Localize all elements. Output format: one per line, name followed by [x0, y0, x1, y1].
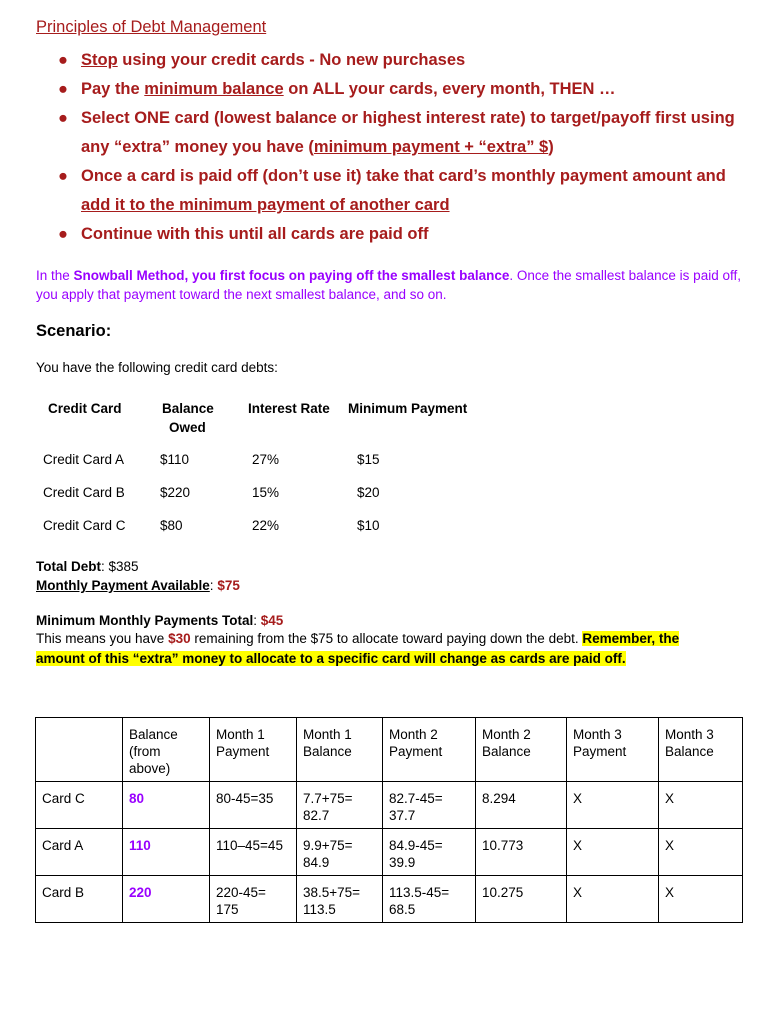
table-cell: X [567, 876, 659, 923]
table-cell: X [659, 876, 743, 923]
principles-list [58, 46, 758, 249]
min-payments-label: Minimum Monthly Payments Total [36, 613, 254, 628]
monthly-payment [36, 578, 240, 593]
remaining-text: This means you have [36, 631, 169, 646]
remaining-paragraph [36, 631, 741, 646]
table-cell: X [659, 829, 743, 876]
table-row [36, 829, 743, 876]
table-cell: X [659, 782, 743, 829]
list-item [58, 220, 758, 249]
table-cell: 22% [252, 518, 280, 533]
total-debt [36, 559, 139, 574]
snowball-text: . Once the smallest balance is paid off, you apply that payment toward the next smallest balance, and so on. [36, 268, 741, 302]
bullet-text: ) [548, 138, 554, 156]
table-cell: 220 [123, 876, 210, 923]
list-item [58, 162, 758, 220]
remaining-text: remaining from the $75 to allocate toward paying down the debt. [190, 631, 583, 646]
debts-header-rate: Interest Rate [248, 401, 330, 416]
table-cell [36, 718, 123, 782]
bullet-text: Select ONE card (lowest balance or highest interest rate) to target/payoff first using [81, 109, 735, 127]
bullet-text: any “extra” money you have ( [81, 138, 314, 156]
table-header-cell: Month 1 Balance [297, 718, 383, 782]
debts-header-card: Credit Card [48, 401, 122, 416]
bullet-text: Pay the [81, 80, 145, 98]
total-debt-value: : $385 [101, 559, 139, 574]
table-cell: 7.7+75= 82.7 [297, 782, 383, 829]
table-header-cell: Month 3 Balance [659, 718, 743, 782]
table-cell: 38.5+75= 113.5 [297, 876, 383, 923]
snowball-method-term: Snowball Method [73, 268, 185, 283]
table-cell: Credit Card A [43, 452, 125, 467]
list-item [58, 75, 758, 104]
list-item [58, 104, 758, 162]
monthly-payment-value: $75 [217, 578, 240, 593]
snowball-text: In the [36, 268, 74, 283]
table-cell: $15 [357, 452, 380, 467]
table-cell: X [567, 782, 659, 829]
table-cell: 15% [252, 485, 280, 500]
bullet-text: using your credit cards - No new purchases [117, 51, 466, 69]
table-header-cell: Month 1 Payment [210, 718, 297, 782]
table-header-cell: Month 3 Payment [567, 718, 659, 782]
table-cell: 80 [123, 782, 210, 829]
table-cell: $20 [357, 485, 380, 500]
debts-header-owed: Owed [169, 420, 206, 435]
table-cell: Credit Card C [43, 518, 126, 533]
table-row [36, 782, 743, 829]
table-header-cell: Month 2 Payment [383, 718, 476, 782]
total-debt-label: Total Debt [36, 559, 101, 574]
table-cell: 10.773 [476, 829, 567, 876]
bullet-text: Continue with this until all cards are paid off [81, 225, 429, 243]
debts-header-min: Minimum Payment [348, 401, 468, 416]
page-title: Principles of Debt Management [36, 18, 267, 36]
bullet-text: minimum balance [144, 80, 284, 98]
table-cell: X [567, 829, 659, 876]
table-cell: 220-45= 175 [210, 876, 297, 923]
table-header-row [36, 718, 743, 782]
remaining-value: $30 [168, 631, 191, 646]
table-cell: $10 [357, 518, 380, 533]
bullet-text: add it to the minimum payment of another card [81, 196, 450, 214]
table-cell: 82.7-45= 37.7 [383, 782, 476, 829]
payoff-plan-table [35, 717, 743, 923]
bullet-icon: ● [58, 167, 68, 185]
min-payments-total [36, 613, 283, 628]
table-cell: 10.275 [476, 876, 567, 923]
separator: : [209, 578, 218, 593]
table-cell: $80 [160, 518, 183, 533]
snowball-text: , you first focus on paying off the smallest balance [184, 268, 510, 283]
bullet-icon: ● [58, 109, 68, 127]
scenario-intro: You have the following credit card debts: [36, 360, 278, 375]
table-cell: $220 [160, 485, 191, 500]
table-header-cell: Balance (from above) [123, 718, 210, 782]
bullet-icon: ● [58, 80, 68, 98]
table-cell: Card C [36, 782, 123, 829]
snowball-paragraph [36, 266, 741, 304]
table-cell: 27% [252, 452, 280, 467]
remember-line [36, 651, 626, 666]
table-cell: 110 [123, 829, 210, 876]
bullet-text: minimum payment + “extra” $ [313, 138, 549, 156]
table-row [36, 876, 743, 923]
table-cell: 113.5-45= 68.5 [383, 876, 476, 923]
table-cell: $110 [160, 452, 190, 467]
table-cell: 84.9-45= 39.9 [383, 829, 476, 876]
bullet-icon: ● [58, 51, 68, 69]
table-header-cell: Month 2 Balance [476, 718, 567, 782]
table-cell: Card B [36, 876, 123, 923]
table-cell: Credit Card B [43, 485, 125, 500]
bullet-text: Once a card is paid off (don’t use it) take that card’s monthly payment amount and [81, 167, 726, 185]
bullet-text: on ALL your cards, every month, THEN … [283, 80, 616, 98]
highlight-text: amount of this “extra” money to allocate to a specific card will change as cards are paid off. [36, 651, 626, 666]
min-payments-value: $45 [260, 613, 284, 628]
highlight-text: Remember, the [582, 631, 680, 646]
scenario-heading: Scenario: [36, 322, 112, 340]
bullet-text: Stop [81, 51, 118, 69]
table-cell: 110–45=45 [210, 829, 297, 876]
separator: : [253, 613, 261, 628]
table-cell: Card A [36, 829, 123, 876]
debts-header-balance: Balance [162, 401, 214, 416]
monthly-payment-label: Monthly Payment Available [36, 578, 210, 593]
table-cell: 9.9+75= 84.9 [297, 829, 383, 876]
table-cell: 8.294 [476, 782, 567, 829]
bullet-icon: ● [58, 225, 68, 243]
list-item [58, 46, 758, 75]
table-cell: 80-45=35 [210, 782, 297, 829]
